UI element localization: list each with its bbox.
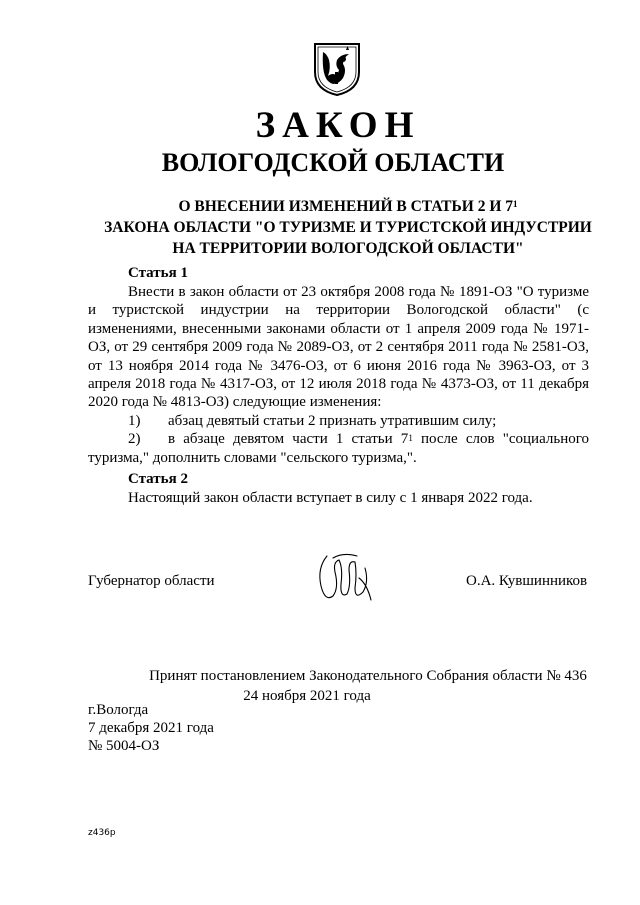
adoption-line-2: 24 ноября 2021 года [243, 688, 371, 704]
item-1-number: 1) [128, 412, 141, 429]
item-2-text: в абзаце девятом части 1 статьи 7 [168, 431, 409, 448]
handwritten-signature [313, 548, 375, 610]
subtitle-line-1: О ВНЕСЕНИИ ИЗМЕНЕНИЙ В СТАТЬИ 2 И 7 [178, 198, 513, 215]
law-number: № 5004-ОЗ [88, 738, 160, 754]
item-2-text-end: после слов "социального туризма," дополнить словами "сельского туризма,". [88, 431, 589, 466]
law-title: ЗАКОН [255, 105, 421, 146]
item-2-superscript: 1 [408, 433, 413, 444]
article-2-heading: Статья 2 [128, 471, 188, 487]
article-1-item-1 [88, 412, 589, 430]
subtitle-line-3: НА ТЕРРИТОРИИ ВОЛОГОДСКОЙ ОБЛАСТИ" [172, 240, 524, 257]
subtitle-line-2: ЗАКОНА ОБЛАСТИ "О ТУРИЗМЕ И ТУРИСТСКОЙ ИНДУСТРИИ [104, 219, 592, 236]
item-1-text: абзац девятый статьи 2 признать утратившим силу; [168, 412, 497, 429]
city: г.Вологда [88, 702, 149, 718]
subtitle-superscript: 1 [513, 199, 518, 209]
article-1-paragraph: Внести в закон области от 23 октября 2008 года № 1891-ОЗ "О туризме и туристской индустрии на территории Вологодской области" (с изменениями, внесенными законами области от 1 апреля 2009 года № 1971-ОЗ, от 29 сентября 2009 года № 2089-ОЗ, от 2 сентября 2011 года № 2581-ОЗ, от 13 ноября 2014 года № 3476-ОЗ, от 6 июня 2016 года № 3963-ОЗ, от 3 апреля 2018 года № 4317-ОЗ, от 12 июля 2018 года № 4373-ОЗ, от 11 декабря 2020 года № 4813-ОЗ) следующие изменения: [88, 284, 589, 411]
item-2-number: 2) [128, 431, 141, 448]
article-1-heading: Статья 1 [128, 265, 188, 281]
coat-of-arms-emblem [313, 42, 361, 96]
adoption-line-1: Принят постановлением Законодательного Собрания области № 436 [149, 668, 587, 684]
article-1-body [88, 283, 589, 467]
document-code: z436p [88, 828, 116, 838]
governor-name: О.А. Кувшинников [466, 573, 588, 589]
region-title: ВОЛОГОДСКОЙ ОБЛАСТИ [161, 148, 505, 177]
adoption-note [88, 666, 640, 706]
governor-position: Губернатор области [88, 573, 215, 589]
signing-date: 7 декабря 2021 года [88, 720, 214, 736]
article-2-paragraph: Настоящий закон области вступает в силу с 1 января 2022 года. [128, 490, 533, 506]
law-subtitle [88, 196, 608, 259]
article-2-body [88, 489, 589, 507]
article-1-item-2 [88, 430, 589, 467]
